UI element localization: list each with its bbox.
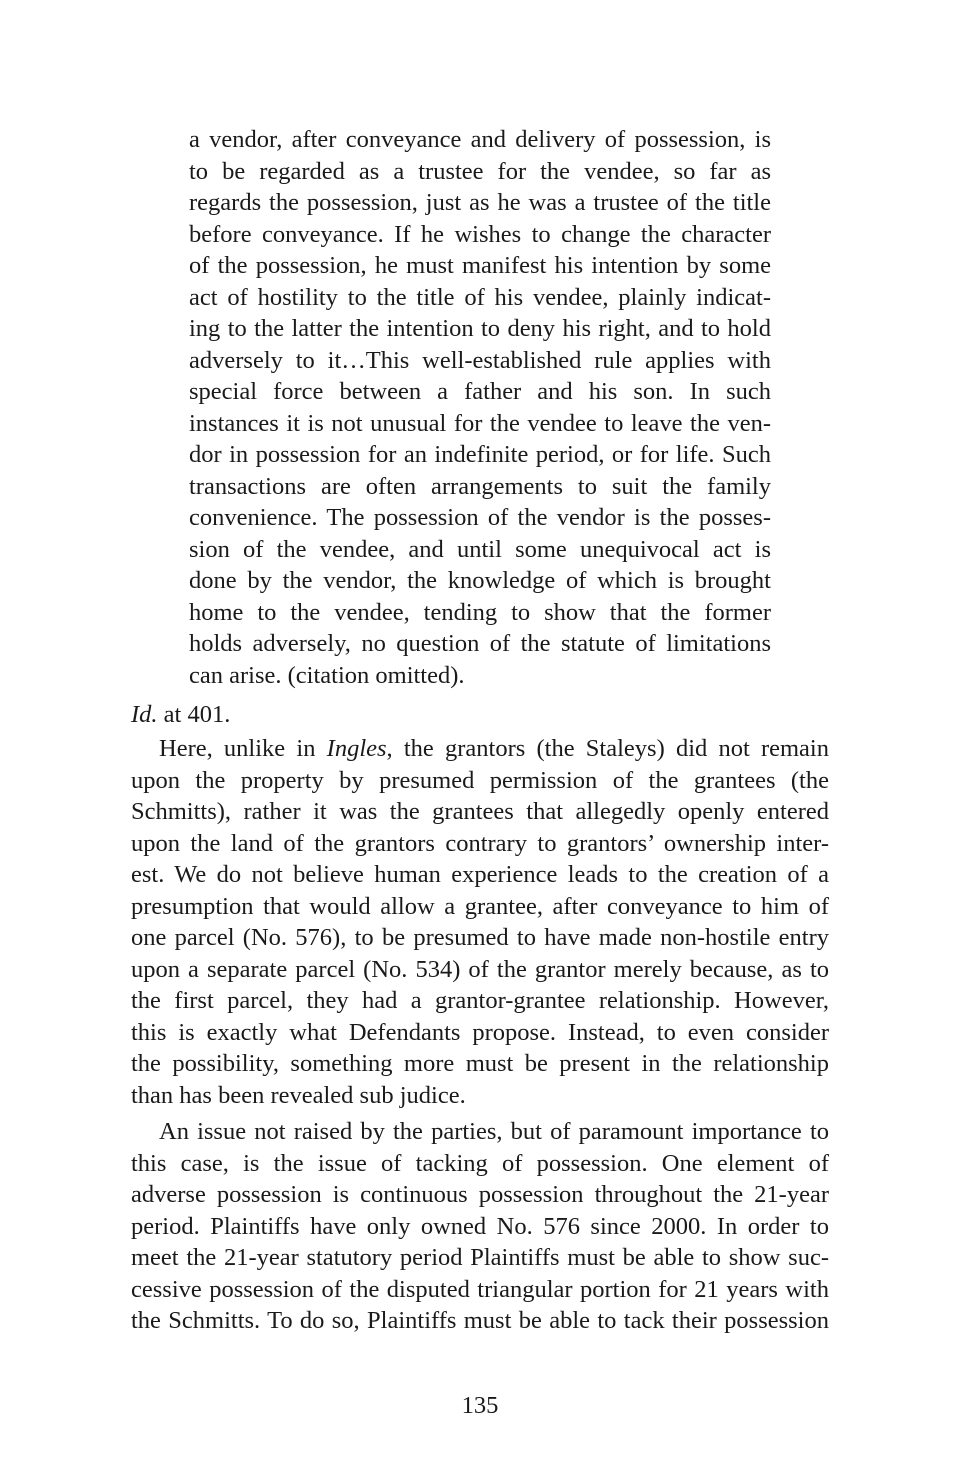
paragraph-line: Schmitts), rather it was the grantees that allegedly openly entered <box>131 798 829 825</box>
quote-line: convenience. The possession of the vendor is the posses- <box>189 504 771 531</box>
paragraph-ingles-comparison <box>131 733 829 1111</box>
paragraph-line: cessive possession of the disputed triangular portion for 21 years with <box>131 1275 829 1303</box>
quote-line: can arise. (citation omitted). <box>189 661 465 689</box>
citation-id: Id. <box>131 701 158 728</box>
paragraph-line: this case, is the issue of tacking of possession. One element of <box>131 1149 829 1177</box>
paragraph-line: upon a separate parcel (No. 534) of the grantor merely because, as to <box>131 955 829 983</box>
quote-line: ing to the latter the intention to deny his right, and to hold <box>189 315 771 342</box>
quote-line: holds adversely, no question of the statute of limitations <box>189 630 771 657</box>
paragraph-line: est. We do not believe human experience leads to the creation of a <box>131 861 829 888</box>
paragraph-line: upon the land of the grantors contrary to grantors’ ownership inter- <box>131 829 829 857</box>
paragraph-line: meet the 21-year statutory period Plaintiffs must be able to show suc- <box>131 1244 829 1271</box>
paragraph-line: the first parcel, they had a grantor-grantee relationship. However, <box>131 987 829 1014</box>
paragraph-line: An issue not raised by the parties, but of paramount importance to <box>159 1118 829 1145</box>
paragraph-line <box>131 733 829 765</box>
quote-line: a vendor, after conveyance and delivery of possession, is <box>189 126 771 153</box>
quote-line: instances it is not unusual for the vendee to leave the ven- <box>189 409 771 437</box>
paragraph-line: the Schmitts. To do so, Plaintiffs must be able to tack their possession <box>131 1307 829 1334</box>
text-run: Here, unlike in <box>159 735 327 762</box>
quote-line: act of hostility to the title of his vendee, plainly indicat- <box>189 283 771 311</box>
citation <box>131 699 230 731</box>
paragraph-line: period. Plaintiffs have only owned No. 576 since 2000. In order to <box>131 1212 829 1240</box>
quote-line: of the possession, he must manifest his intention by some <box>189 252 771 279</box>
quote-line: transactions are often arrangements to suit the family <box>189 472 771 500</box>
paragraph-line: the possibility, something more must be present in the relationship <box>131 1050 829 1077</box>
quote-line: before conveyance. If he wishes to change the character <box>189 220 771 248</box>
quote-line: home to the vendee, tending to show that the former <box>189 598 771 626</box>
quote-line: special force between a father and his son. In such <box>189 378 771 405</box>
paragraph-line: this is exactly what Defendants propose. Instead, to even consider <box>131 1018 829 1046</box>
quote-line: sion of the vendee, and until some unequivocal act is <box>189 535 771 563</box>
quote-line: done by the vendor, the knowledge of which is brought <box>189 567 771 594</box>
case-name-italic: Ingles <box>326 735 387 762</box>
paragraph-line: one parcel (No. 576), to be presumed to have made non-hostile entry <box>131 924 829 951</box>
text-run: , the grantors (the Staleys) did not remain <box>386 735 829 762</box>
quote-line: dor in possession for an indefinite period, or for life. Such <box>189 441 771 468</box>
paragraph-line: upon the property by presumed permission of the grantees (the <box>131 766 829 794</box>
paragraph-line: adverse possession is continuous possession throughout the 21-year <box>131 1181 829 1208</box>
quote-line: adversely to it…This well-established rule applies with <box>189 346 771 374</box>
page-number: 135 <box>461 1392 499 1419</box>
citation-page: at 401. <box>157 701 231 728</box>
quote-line: to be regarded as a trustee for the vendee, so far as <box>189 157 771 185</box>
block-quote <box>189 124 771 691</box>
paragraph-line: than has been revealed sub judice. <box>131 1081 466 1109</box>
paragraph-line: presumption that would allow a grantee, after conveyance to him of <box>131 892 829 920</box>
paragraph-tacking <box>131 1116 829 1337</box>
quote-line: regards the possession, just as he was a trustee of the title <box>189 189 771 216</box>
